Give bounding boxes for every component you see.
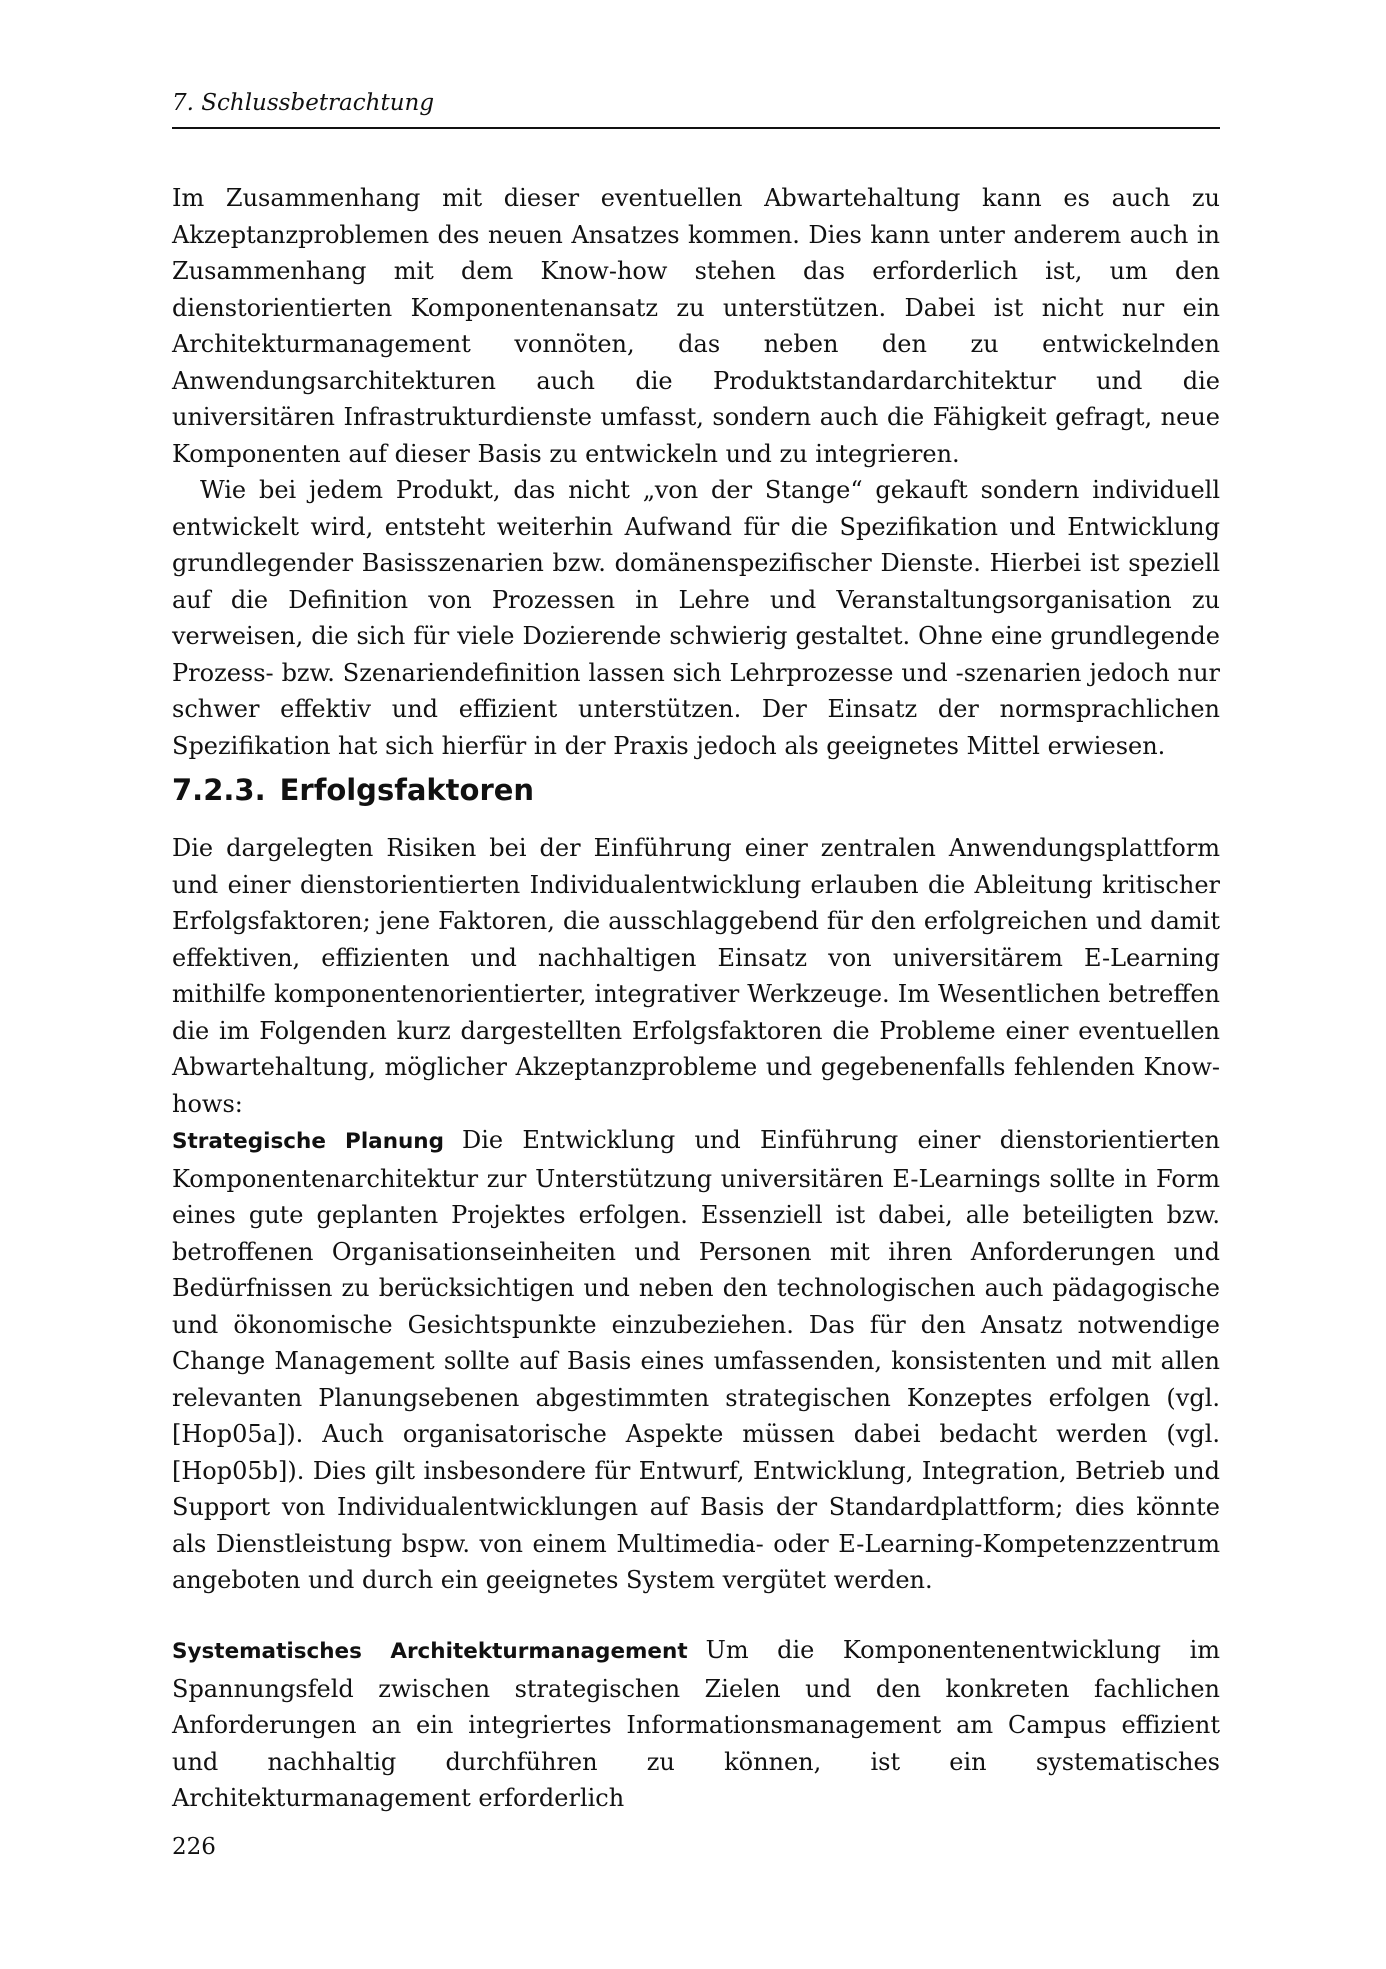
intro-paragraph-2: Wie bei jedem Produkt, das nicht „von der Stange“ gekauft sondern individuell entwickelt wird, entsteht weiterhin Aufwand für die Spezifikation und Entwicklung grundlegender Basisszenarien bzw. domänenspezifischer Dienste. Hierbei ist speziell auf die Definition von Prozessen in Lehre und Veranstaltungsorganisation zu verweisen, die sich für viele Dozierende schwierig gestaltet. Ohne eine grundlegende Prozess- bzw. Szenariendefinition lassen sich Lehrprozesse und -szenarien jedoch nur schwer effektiv und effizient unterstützen. Der Einsatz der normsprachlichen Spezifikation hat sich hierfür in der Praxis jedoch als geeignetes Mittel erwiesen.	[172, 476, 1220, 760]
section-heading	[172, 772, 1220, 808]
factor-paragraph	[172, 1122, 1220, 1599]
factor-title: Systematisches Architekturmanagement	[172, 1639, 688, 1664]
section-intro	[172, 830, 1220, 1122]
intro-paragraph-1: Im Zusammenhang mit dieser eventuellen Abwartehaltung kann es auch zu Akzeptanzproblemen des neuen Ansatzes kommen. Dies kann unter anderem auch in Zusammenhang mit dem Know-how stehen das erforderlich ist, um den dienstorientierten Komponentenansatz zu unterstützen. Dabei ist nicht nur ein Architekturmanagement vonnöten, das neben den zu entwickelnden Anwendungsarchitekturen auch die Produktstandardarchitektur und die universitären Infrastrukturdienste umfasst, sondern auch die Fähigkeit gefragt, neue Komponenten auf dieser Basis zu entwickeln und zu integrieren.	[172, 184, 1220, 468]
factor-text: Um die Komponentenentwicklung im Spannungsfeld zwischen strategischen Zielen und den konkreten fachlichen Anforderungen an ein integriertes Informationsmanagement am Campus effizient und nachhaltig durchführen zu können, ist ein systematisches Architekturmanagement erforderlich	[172, 1636, 1220, 1812]
running-header: 7. Schlussbetrachtung	[172, 88, 1220, 129]
intro-text	[172, 180, 1220, 764]
page-number: 226	[172, 1834, 216, 1860]
factor-paragraph	[172, 1632, 1220, 1817]
factor-architecture-management	[172, 1632, 1220, 1817]
factor-strategic-planning	[172, 1122, 1220, 1599]
factor-text: Die Entwicklung und Einführung einer dienstorientierten Komponentenarchitektur zur Unterstützung universitären E-Learnings sollte in Form eines gute geplanten Projektes erfolgen. Essenziell ist dabei, alle beteiligten bzw. betroffenen Organisationseinheiten und Personen mit ihren Anforderungen und Bedürfnissen zu berücksichtigen und neben den technologischen auch pädagogische und ökonomische Gesichtspunkte einzubeziehen. Das für den Ansatz notwendige Change Management sollte auf Basis eines umfassenden, konsistenten und mit allen relevanten Planungsebenen abgestimmten strategischen Konzeptes erfolgen (vgl. [Hop05a]). Auch organisatorische Aspekte müssen dabei bedacht werden (vgl. [Hop05b]). Dies gilt insbesondere für Entwurf, Entwicklung, Integration, Betrieb und Support von Individualentwicklungen auf Basis der Standardplattform; dies könnte als Dienstleistung bspw. von einem Multimedia- oder E-Learning-Kompetenzzentrum angeboten und durch ein geeignetes System vergütet werden.	[172, 1126, 1220, 1594]
section-title: Erfolgsfaktoren	[279, 773, 535, 807]
section-intro-paragraph: Die dargelegten Risiken bei der Einführung einer zentralen Anwendungsplattform und einer dienstorientierten Individualentwicklung erlauben die Ableitung kritischer Erfolgsfaktoren; jene Faktoren, die ausschlaggebend für den erfolgreichen und damit effektiven, effizienten und nachhaltigen Einsatz von universitärem E-Learning mithilfe komponentenorientierter, integrativer Werkzeuge. Im Wesentlichen betreffen die im Folgenden kurz dargestellten Erfolgsfaktoren die Probleme einer eventuellen Abwartehaltung, möglicher Akzeptanzprobleme und gegebenenfalls fehlenden Know-hows:	[172, 834, 1220, 1118]
section-number: 7.2.3.	[172, 773, 266, 807]
factor-title: Strategische Planung	[172, 1129, 444, 1154]
